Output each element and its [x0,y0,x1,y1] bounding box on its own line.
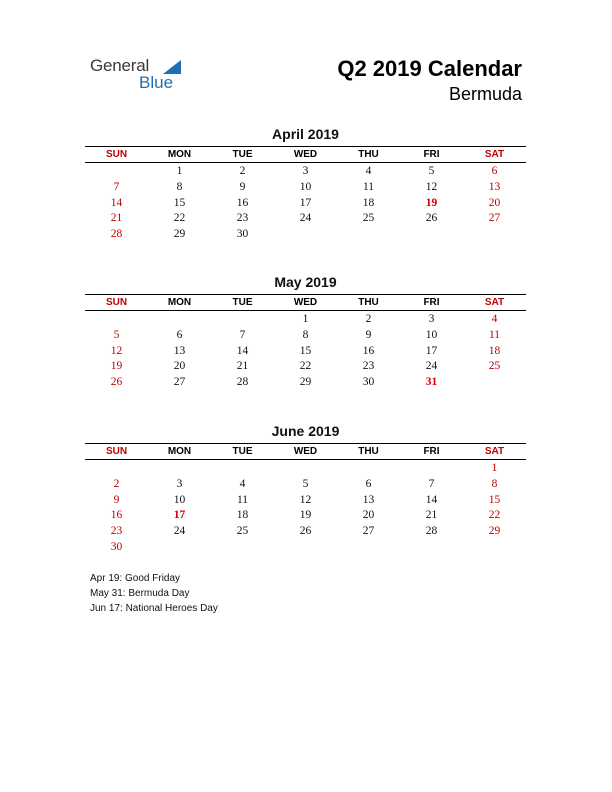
day-cell: 6 [365,477,372,490]
day-cell: 26 [299,525,312,538]
day-cell: 6 [176,328,183,341]
weekday-sat: SAT [484,149,505,160]
day-cell: 18 [362,196,375,209]
logo-triangle-icon [163,60,181,74]
day-cell: 12 [425,180,438,193]
day-cell: 28 [425,525,438,538]
day-cell: 2 [239,165,246,177]
day-cell: 7 [428,477,435,490]
day-cell: 7 [239,328,246,341]
day-cell: 10 [299,180,312,193]
day-cell: 13 [362,493,375,506]
day-cell: 20 [488,196,501,209]
day-cell: 14 [425,493,438,506]
day-cell: 8 [491,477,498,490]
day-cell: 9 [365,328,372,341]
day-cell: 22 [173,212,186,225]
weekday-sun: SUN [105,149,128,160]
day-grid [85,311,526,391]
day-cell: 30 [110,540,123,553]
week-row [85,540,526,556]
weekday-mon: MON [167,149,192,160]
day-cell: 2 [365,313,372,325]
empty-day-cell [148,461,211,477]
day-cell: 21 [425,509,438,522]
week-row [85,508,526,524]
day-cell: 23 [236,212,249,225]
empty-day-cell [463,375,526,391]
weekday-tue: TUE [232,297,253,308]
day-cell: 26 [110,376,123,389]
weekday-header-row [85,295,526,310]
day-cell: 19 [299,509,312,522]
day-cell: 8 [176,180,183,193]
weekday-sun: SUN [105,297,128,308]
day-cell: 2 [113,477,120,490]
day-cell: 30 [236,228,249,241]
day-cell: 25 [362,212,375,225]
day-cell: 23 [362,360,375,373]
day-cell: 16 [236,196,249,209]
holiday-item: May 31: Bermuda Day [90,588,190,599]
day-cell: 15 [488,493,501,506]
day-cell: 4 [239,477,246,490]
day-cell: 9 [239,180,246,193]
day-cell: 25 [236,525,249,538]
logo-blue-text: Blue [139,73,174,92]
day-cell: 22 [299,360,312,373]
month-may [85,273,526,391]
page-title: Q2 2019 Calendar [337,56,522,81]
month-june [85,422,526,556]
weekday-mon: MON [167,446,192,457]
month-title: May 2019 [274,274,337,290]
day-cell: 11 [236,493,249,506]
weekday-tue: TUE [232,446,253,457]
day-cell: 23 [110,525,123,538]
weekday-wed: WED [293,149,318,160]
day-cell: 31 [425,376,438,389]
day-cell: 29 [173,228,186,241]
weekday-thu: THU [358,446,379,457]
day-cell: 5 [428,165,435,177]
day-grid [85,460,526,556]
day-cell: 24 [299,212,312,225]
day-cell: 28 [236,376,249,389]
day-cell: 4 [365,165,372,177]
empty-day-cell [85,461,148,477]
week-row [85,227,526,243]
day-cell: 12 [110,344,123,357]
day-cell: 16 [362,344,375,357]
day-cell: 27 [488,212,501,225]
empty-day-cell [211,312,274,328]
day-cell: 17 [173,509,186,522]
week-row [85,328,526,344]
empty-day-cell [274,540,337,556]
day-cell: 20 [173,360,186,373]
weekday-fri: FRI [423,297,440,308]
empty-day-cell [400,461,463,477]
week-row [85,164,526,180]
day-cell: 15 [173,196,186,209]
weekday-sat: SAT [484,297,505,308]
weekday-header-row [85,444,526,459]
empty-day-cell [274,227,337,243]
day-cell: 5 [113,328,120,341]
holiday-item: Jun 17: National Heroes Day [90,603,218,614]
week-row [85,180,526,196]
empty-day-cell [148,540,211,556]
empty-day-cell [211,540,274,556]
day-cell: 28 [110,228,123,241]
day-cell: 11 [362,180,375,193]
empty-day-cell [85,312,148,328]
day-cell: 8 [302,328,309,341]
day-cell: 11 [488,328,501,341]
weekday-sat: SAT [484,446,505,457]
day-cell: 3 [302,165,309,177]
day-cell: 9 [113,493,120,506]
day-cell: 27 [173,376,186,389]
weekday-sun: SUN [105,446,128,457]
empty-day-cell [337,461,400,477]
empty-day-cell [148,312,211,328]
day-cell: 10 [425,328,438,341]
day-cell: 27 [362,525,375,538]
weekday-thu: THU [358,297,379,308]
day-cell: 14 [236,344,249,357]
day-cell: 21 [236,360,249,373]
day-cell: 29 [488,525,501,538]
day-cell: 17 [425,344,438,357]
empty-day-cell [337,227,400,243]
day-cell: 5 [302,477,309,490]
weekday-fri: FRI [423,446,440,457]
week-row [85,375,526,391]
day-cell: 29 [299,376,312,389]
empty-day-cell [274,461,337,477]
empty-day-cell [85,164,148,180]
month-title: June 2019 [271,423,340,439]
day-cell: 18 [488,344,501,357]
day-cell: 18 [236,509,249,522]
day-cell: 25 [488,360,501,373]
day-cell: 14 [110,196,123,209]
month-title: April 2019 [272,126,339,142]
day-cell: 4 [491,313,498,325]
week-row [85,461,526,477]
week-row [85,524,526,540]
weekday-fri: FRI [423,149,440,160]
day-cell: 16 [110,509,123,522]
holiday-list [90,571,218,616]
day-cell: 13 [173,344,186,357]
empty-day-cell [211,461,274,477]
day-cell: 21 [110,212,123,225]
weekday-thu: THU [358,149,379,160]
logo-general-text: General [90,56,150,75]
day-cell: 15 [299,344,312,357]
day-cell: 22 [488,509,501,522]
empty-day-cell [463,540,526,556]
day-cell: 10 [173,493,186,506]
empty-day-cell [400,540,463,556]
day-cell: 3 [176,477,183,490]
holiday-item: Apr 19: Good Friday [90,573,181,584]
empty-day-cell [337,540,400,556]
day-cell: 7 [113,180,120,193]
weekday-wed: WED [293,297,318,308]
week-row [85,196,526,212]
day-cell: 26 [425,212,438,225]
logo [90,56,200,96]
weekday-wed: WED [293,446,318,457]
week-row [85,477,526,493]
day-cell: 24 [173,525,186,538]
day-cell: 19 [110,360,123,373]
day-cell: 13 [488,180,501,193]
day-cell: 24 [425,360,438,373]
month-april [85,125,526,243]
weekday-tue: TUE [232,149,253,160]
empty-day-cell [463,227,526,243]
day-cell: 17 [299,196,312,209]
day-cell: 20 [362,509,375,522]
weekday-mon: MON [167,297,192,308]
day-cell: 1 [176,165,183,177]
page-subtitle: Bermuda [448,84,522,104]
day-cell: 1 [491,462,498,474]
weekday-header-row [85,147,526,162]
day-cell: 3 [428,313,435,325]
day-cell: 30 [362,376,375,389]
day-cell: 12 [299,493,312,506]
day-cell: 1 [302,313,309,325]
week-row [85,344,526,360]
day-cell: 6 [491,165,498,177]
day-grid [85,163,526,243]
day-cell: 19 [425,196,438,209]
week-row [85,359,526,375]
empty-day-cell [400,227,463,243]
week-row [85,493,526,509]
week-row [85,211,526,227]
week-row [85,312,526,328]
